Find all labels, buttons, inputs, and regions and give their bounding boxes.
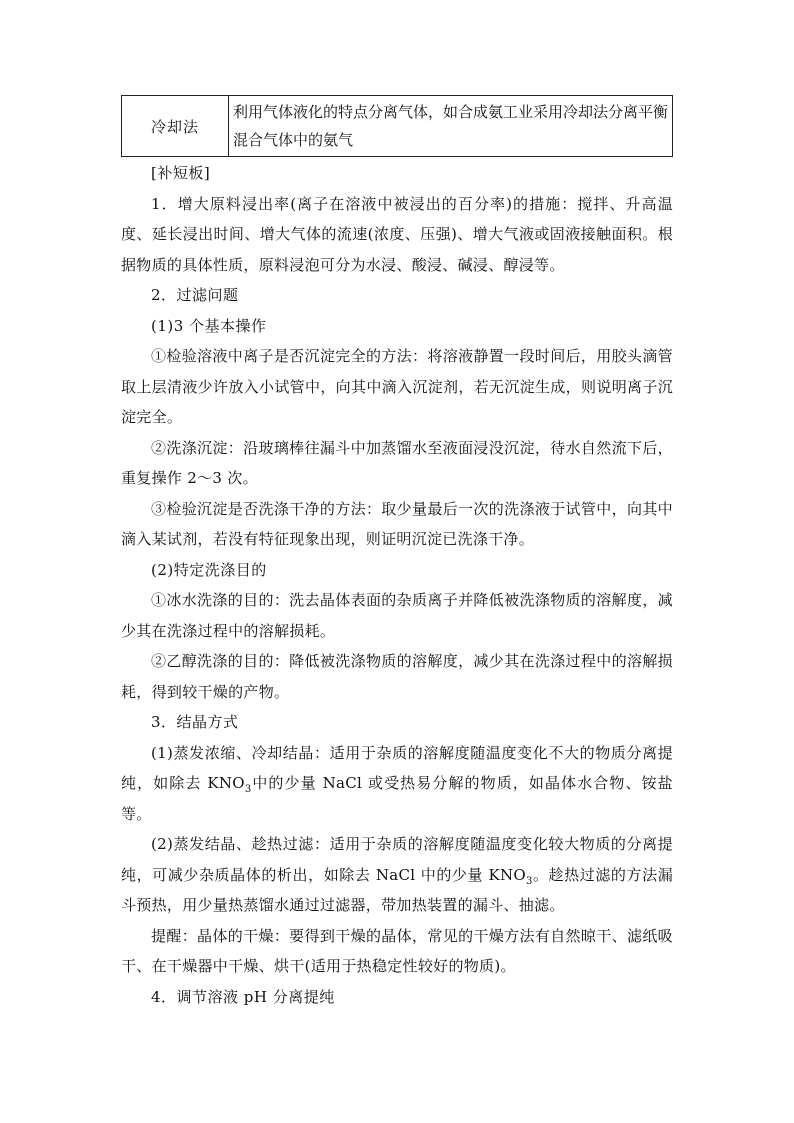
filtration-heading: 2．过滤问题 — [151, 286, 239, 304]
drying-tip-paragraph: 提醒：晶体的干燥：要得到干燥的晶体，常见的干燥方法有自然晾干、滤纸吸干、在干燥器中干燥、烘干(适用于热稳定性较好的物质)。 — [121, 926, 673, 975]
leaching-paragraph: 1．增大原料浸出率(离子在溶液中被浸出的百分率)的措施：搅拌、升高温度、延长浸出时间、增大气体的流速(浓度、压强)、增大气液或固液接触面积。根据物质的具体性质，原料浸泡可分为水浸、酸浸、碱浸、醇浸等。 — [121, 194, 673, 274]
ph-adjust-heading: 4．调节溶液 pH 分离提纯 — [151, 987, 335, 1006]
cooling-crystallization-paragraph — [121, 738, 673, 830]
wash-precipitate-paragraph: ②洗涤沉淀：沿玻璃棒往漏斗中加蒸馏水至液面浸没沉淀，待水自然流下后，重复操作 2～3 次。 — [121, 438, 673, 487]
method-desc-cell: 利用气体液化的特点分离气体，如合成氨工业采用冷却法分离平衡混合气体中的氨气 — [229, 96, 673, 157]
evaporation-crystallization-paragraph — [121, 829, 673, 921]
subscript: 3 — [526, 875, 533, 887]
subscript: 3 — [244, 784, 252, 795]
separation-method-table — [121, 95, 673, 157]
check-precipitation-paragraph: ①检验溶液中离子是否沉淀完全的方法：将溶液静置一段时间后，用胶头滴管取上层清液少许放入小试管中，向其中滴入沉淀剂，若无沉淀生成，则说明离子沉淀完全。 — [121, 347, 673, 426]
washing-purpose-heading: (2)特定洗涤目的 — [151, 560, 267, 579]
table-row — [122, 96, 673, 157]
basic-operations-heading: (1)3 个基本操作 — [151, 316, 267, 335]
text-span: (1)蒸发浓缩、冷却结晶：适用于杂质的溶解度随温度变化不大的物质分离提纯，如除去 KNO — [121, 743, 673, 792]
ethanol-wash-paragraph: ②乙醇洗涤的目的：降低被洗涤物质的溶解度，减少其在洗涤过程中的溶解损耗，得到较干燥的产物。 — [121, 652, 673, 701]
crystallization-heading: 3．结晶方式 — [151, 713, 239, 731]
text-span: 。趁热过滤的方法漏斗预热，用少量热蒸馏水通过过滤器，带加热装置的漏斗、抽滤。 — [121, 865, 674, 914]
supplement-heading: [补短板] — [151, 164, 211, 182]
ice-water-wash-paragraph: ①冰水洗涤的目的：洗去晶体表面的杂质离子并降低被洗涤物质的溶解度，减少其在洗涤过程中的溶解损耗。 — [121, 591, 673, 640]
text-span: (2)蒸发结晶、趁热过滤：适用于杂质的溶解度随温度变化较大物质的分离提纯，可减少杂质晶体的析出，如除去 NaCl 中的少量 KNO — [121, 835, 673, 884]
text-span: 中的少量 NaCl 或受热易分解的物质，如晶体水合物、铵盐等。 — [121, 774, 673, 823]
method-name-cell: 冷却法 — [122, 96, 229, 157]
check-washing-paragraph: ③检验沉淀是否洗涤干净的方法：取少量最后一次的洗涤液于试管中，向其中滴入某试剂，若没有特征现象出现，则证明沉淀已洗涤干净。 — [121, 499, 673, 548]
supplement-section — [121, 158, 673, 1012]
